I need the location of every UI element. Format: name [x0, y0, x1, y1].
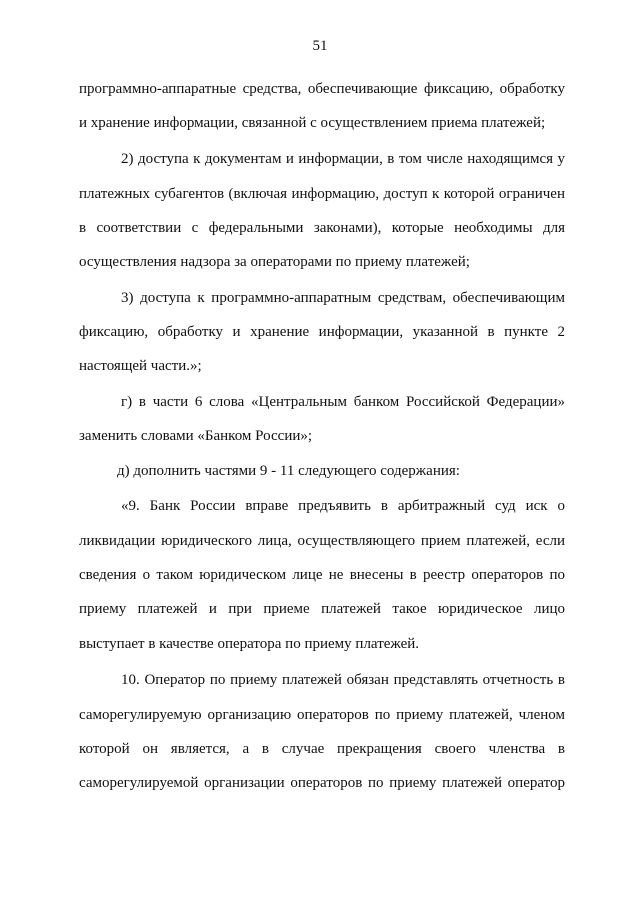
- text-line: приему платежей и при приеме платежей такое юридическое лицо: [79, 601, 565, 617]
- text-line: выступает в качестве оператора по приему платежей.: [79, 636, 420, 652]
- text-line: 10. Оператор по приему платежей обязан представлять отчетность в: [121, 672, 565, 688]
- text-line: г) в части 6 слова «Центральным банком Российской Федерации»: [121, 394, 565, 410]
- text-line: настоящей части.»;: [79, 358, 202, 374]
- text-line: 2) доступа к документам и информации, в том числе находящимся у: [121, 151, 565, 167]
- text-line: платежных субагентов (включая информацию, доступ к которой ограничен: [79, 186, 565, 202]
- text-line: д) дополнить частями 9 - 11 следующего содержания:: [117, 463, 460, 479]
- text-line: в соответствии с федеральными законами), которые необходимы для: [79, 220, 565, 236]
- text-line: и хранение информации, связанной с осуществлением приема платежей;: [79, 115, 546, 131]
- text-line: 3) доступа к программно-аппаратным средствам, обеспечивающим: [121, 290, 565, 306]
- text-line: фиксацию, обработку и хранение информации, указанной в пункте 2: [79, 324, 565, 340]
- page-number: 51: [312, 38, 328, 54]
- text-line: «9. Банк России вправе предъявить в арбитражный суд иск о: [121, 498, 565, 514]
- text-line: программно-аппаратные средства, обеспечивающие фиксацию, обработку: [79, 81, 565, 97]
- text-line: которой он является, а в случае прекращения своего членства в: [79, 741, 565, 757]
- text-line: саморегулируемую организацию операторов по приему платежей, членом: [79, 707, 565, 723]
- text-line: осуществления надзора за операторами по приему платежей;: [79, 254, 470, 270]
- text-line: саморегулируемой организации операторов по приему платежей оператор: [79, 775, 565, 791]
- text-line: сведения о таком юридическом лице не внесены в реестр операторов по: [79, 567, 565, 583]
- text-line: заменить словами «Банком России»;: [79, 428, 313, 444]
- text-line: ликвидации юридического лица, осуществляющего прием платежей, если: [79, 533, 565, 549]
